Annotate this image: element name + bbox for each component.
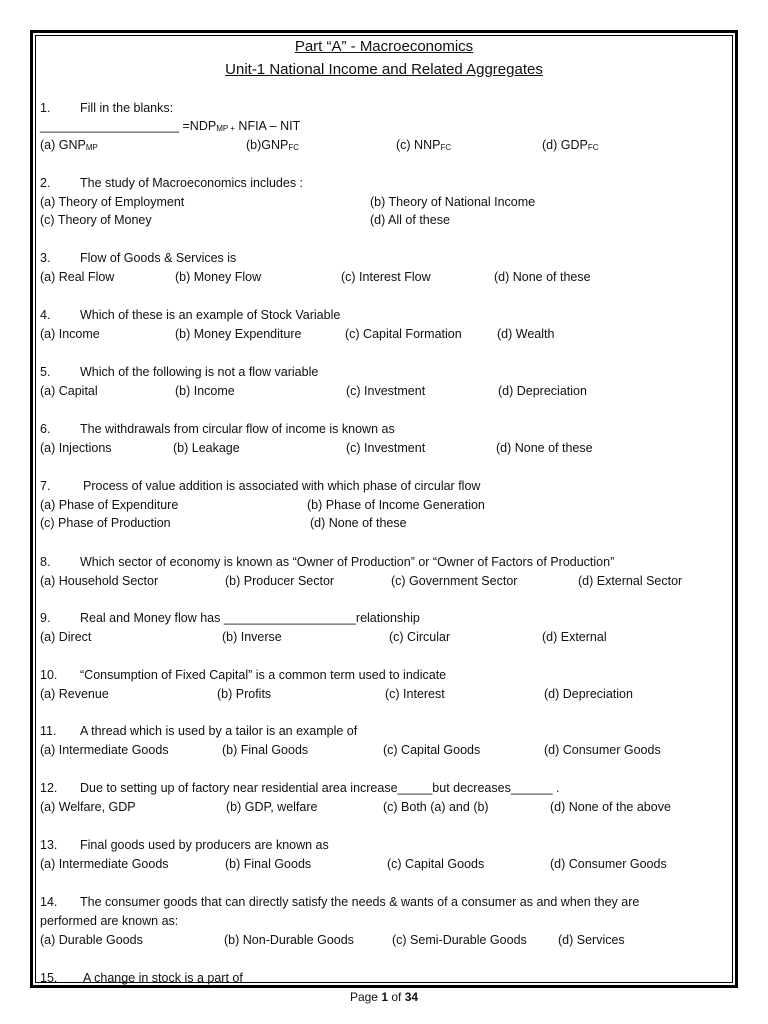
option-d: (d) $GDP_{FC}$ [542,138,599,152]
option-a: (a) Welfare, GDP [40,800,136,814]
option-d: (d) External Sector [578,574,683,588]
page-footer: Page 1 of 34 [349,990,419,1004]
question-5: 5. Which of the following is not a flow variable [40,365,319,379]
part-title: Part “A” - Macroeconomics [294,38,474,55]
blank-text: ____________________ =NDP [40,119,217,133]
question-number: 1. [40,101,51,115]
option-c: (c) Semi-Durable Goods [392,933,527,947]
option-c: (c) Circular [389,630,451,644]
option-a: (a) Capital [40,384,98,398]
option-c: (c) Capital Goods [387,857,485,871]
option-d: (d) Consumer Goods [550,857,667,871]
option-b: (b) Inverse [222,630,282,644]
option-d: (d) External [542,630,607,644]
option-d: (d) All of these [370,213,450,227]
question-13: 13. Final goods used by producers are known as [40,838,329,852]
option-b: (b) Phase of Income Generation [307,498,485,512]
option-d: (d) Depreciation [544,687,633,701]
option-b: (b) Producer Sector [225,574,335,588]
option-a: (a) Injections [40,441,112,455]
option-b: (b) Theory of National Income [370,195,536,209]
option-d: (d) Services [558,933,625,947]
option-b: (b) Final Goods [222,743,309,757]
option-c: (c) $NNP_{FC}$ [396,138,452,152]
option-a: (a) Household Sector [40,574,159,588]
question-14: 14. The consumer goods that can directly satisfy the needs & wants of a consumer as and when they are [40,895,640,909]
option-a: (a) Durable Goods [40,933,143,947]
option-a: (a) Revenue [40,687,109,701]
option-b: $(b)GNP_{FC}$ [246,138,300,152]
option-c: (c) Theory of Money [40,213,152,227]
question-7: 7. Process of value addition is associated with which phase of circular flow [40,479,481,493]
option-b: (b) Non-Durable Goods [224,933,354,947]
option-d: (d) None of these [496,441,593,455]
question-2: 2. The study of Macroeconomics includes : [40,176,304,190]
option-c: (c) Phase of Production [40,516,171,530]
option-b: (b) Money Flow [175,270,262,284]
option-a: (a) Direct [40,630,92,644]
option-c: (c) Capital Goods [383,743,481,757]
question-text: Fill in the blanks: [80,101,174,115]
option-a: (a) Real Flow [40,270,115,284]
option-c: (c) Interest [385,687,445,701]
option-a: (a) Intermediate Goods [40,857,169,871]
option-d: (d) Consumer Goods [544,743,661,757]
option-c: (c) Interest Flow [341,270,431,284]
option-b: (b) Money Expenditure [175,327,302,341]
option-b: (b) Profits [217,687,272,701]
blank-tail: NFIA – NIT [234,119,301,133]
option-c: (c) Government Sector [391,574,518,588]
option-c: (c) Investment [346,441,426,455]
option-a: (a) Income [40,327,100,341]
question-11: 11. A thread which is used by a tailor is an example of [40,724,358,738]
question-8: 8. Which sector of economy is known as “Owner of Production” or “Owner of Factors of Production” [40,555,615,569]
question-6: 6. The withdrawals from circular flow of income is known as [40,422,395,436]
option-b: (b) Final Goods [225,857,312,871]
question-10: 10. “Consumption of Fixed Capital” is a common term used to indicate [40,668,447,682]
option-d: (d) None of the above [550,800,671,814]
option-d: (d) None of these [310,516,407,530]
option-c: (c) Investment [346,384,426,398]
page-number: 1 [381,990,388,1004]
question-3: 3. Flow of Goods & Services is [40,251,237,265]
question-4: 4. Which of these is an example of Stock Variable [40,308,341,322]
option-d: (d) Depreciation [498,384,587,398]
option-b: (b) GDP, welfare [226,800,318,814]
option-c: (c) Both (a) and (b) [383,800,489,814]
question-1 [40,101,174,116]
option-b: (b) Leakage [173,441,240,455]
fill-blank-line [40,119,300,136]
option-a: (a) Intermediate Goods [40,743,169,757]
option-a: (a) $GNP_{MP}$ [40,138,98,152]
option-a: (a) Theory of Employment [40,195,185,209]
question-15: 15. A change in stock is a part of [40,971,243,985]
blank-sub: MP + [216,124,235,133]
option-b: (b) Income [175,384,235,398]
page-total: 34 [404,990,419,1004]
question-14-continuation: performed are known as: [40,914,179,928]
option-d: (d) None of these [494,270,591,284]
option-d: (d) Wealth [497,327,555,341]
option-c: (c) Capital Formation [345,327,462,341]
question-9: 9. Real and Money flow has ___________________relationship [40,611,420,625]
question-12: 12. Due to setting up of factory near residential area increase_____but decreases______ . [40,781,560,795]
option-a: (a) Phase of Expenditure [40,498,179,512]
unit-title: Unit-1 National Income and Related Aggregates [225,61,543,78]
